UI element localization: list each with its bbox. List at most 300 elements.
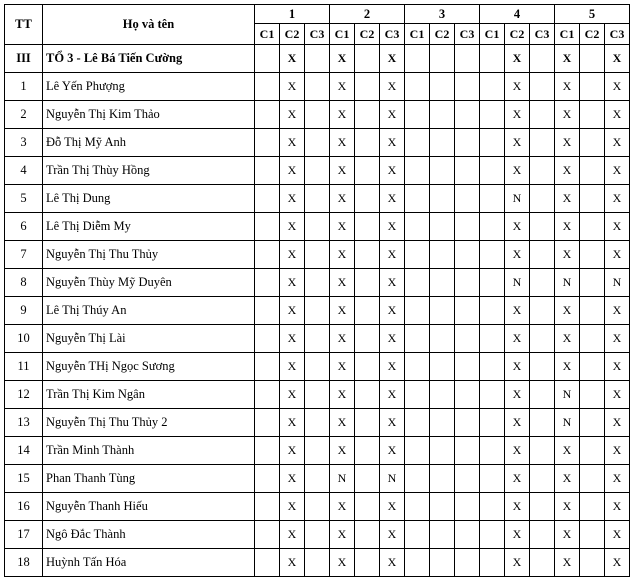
mark-cell (355, 73, 380, 101)
mark-cell (430, 45, 455, 73)
mark-cell: X (555, 185, 580, 213)
mark-cell: X (605, 129, 630, 157)
mark-cell: X (605, 157, 630, 185)
table-row (5, 381, 630, 409)
mark-cell: X (280, 129, 305, 157)
mark-cell: X (330, 353, 355, 381)
mark-cell (480, 157, 505, 185)
mark-cell (305, 185, 330, 213)
table-row (5, 297, 630, 325)
mark-cell: X (555, 213, 580, 241)
mark-cell: X (330, 269, 355, 297)
mark-cell (455, 45, 480, 73)
column-header: C1 (405, 24, 430, 45)
mark-cell: X (505, 297, 530, 325)
mark-cell (355, 549, 380, 577)
mark-cell (305, 101, 330, 129)
mark-cell: X (280, 241, 305, 269)
mark-cell (455, 437, 480, 465)
mark-cell (355, 353, 380, 381)
mark-cell (355, 465, 380, 493)
mark-cell (405, 45, 430, 73)
mark-cell: X (555, 493, 580, 521)
mark-cell: X (380, 549, 405, 577)
column-header: C1 (555, 24, 580, 45)
mark-cell: X (330, 297, 355, 325)
mark-cell: X (330, 73, 355, 101)
mark-cell (255, 521, 280, 549)
group-header: 1 (255, 5, 330, 24)
mark-cell (355, 521, 380, 549)
mark-cell (355, 269, 380, 297)
table-body (5, 45, 630, 577)
mark-cell (305, 157, 330, 185)
row-number: 4 (5, 157, 43, 185)
row-number: 2 (5, 101, 43, 129)
row-number: 10 (5, 325, 43, 353)
mark-cell (305, 45, 330, 73)
mark-cell (580, 297, 605, 325)
mark-cell (480, 241, 505, 269)
person-name: Nguyễn Thùy Mỹ Duyên (43, 269, 255, 297)
mark-cell: X (330, 409, 355, 437)
mark-cell: X (555, 241, 580, 269)
name-header: Họ và tên (43, 5, 255, 45)
person-name: Trần Thị Thùy Hồng (43, 157, 255, 185)
column-header: C2 (505, 24, 530, 45)
mark-cell (455, 101, 480, 129)
mark-cell: X (330, 101, 355, 129)
row-number: 5 (5, 185, 43, 213)
mark-cell (405, 381, 430, 409)
mark-cell: X (380, 269, 405, 297)
column-header: C3 (305, 24, 330, 45)
mark-cell (480, 45, 505, 73)
mark-cell: X (555, 101, 580, 129)
mark-cell: X (330, 437, 355, 465)
mark-cell: X (505, 45, 530, 73)
mark-cell (355, 157, 380, 185)
column-header: C1 (330, 24, 355, 45)
row-number: 17 (5, 521, 43, 549)
mark-cell (430, 157, 455, 185)
table-row (5, 213, 630, 241)
mark-cell (255, 129, 280, 157)
mark-cell: X (605, 549, 630, 577)
mark-cell (305, 521, 330, 549)
mark-cell (455, 73, 480, 101)
mark-cell: X (280, 549, 305, 577)
mark-cell (580, 381, 605, 409)
table-row (5, 325, 630, 353)
mark-cell (255, 157, 280, 185)
mark-cell (430, 437, 455, 465)
mark-cell: N (555, 269, 580, 297)
mark-cell: X (605, 325, 630, 353)
mark-cell: X (280, 297, 305, 325)
mark-cell (255, 353, 280, 381)
person-name: Lê Yến Phượng (43, 73, 255, 101)
mark-cell: X (505, 73, 530, 101)
mark-cell (530, 493, 555, 521)
mark-cell (305, 129, 330, 157)
mark-cell: X (380, 437, 405, 465)
mark-cell (355, 129, 380, 157)
mark-cell: X (555, 437, 580, 465)
mark-cell (430, 353, 455, 381)
mark-cell: X (380, 185, 405, 213)
mark-cell: X (505, 353, 530, 381)
mark-cell (530, 45, 555, 73)
mark-cell: X (555, 325, 580, 353)
table-row (5, 465, 630, 493)
mark-cell (430, 185, 455, 213)
column-header: C2 (580, 24, 605, 45)
mark-cell (405, 269, 430, 297)
mark-cell: X (280, 185, 305, 213)
mark-cell (305, 213, 330, 241)
mark-cell: N (505, 185, 530, 213)
mark-cell (305, 297, 330, 325)
mark-cell: X (330, 493, 355, 521)
mark-cell (480, 185, 505, 213)
mark-cell (305, 549, 330, 577)
mark-cell: N (330, 465, 355, 493)
mark-cell: X (605, 101, 630, 129)
person-name: Nguyễn Thị Lài (43, 325, 255, 353)
mark-cell: X (380, 241, 405, 269)
person-name: Trần Minh Thành (43, 437, 255, 465)
mark-cell: X (280, 101, 305, 129)
table-row (5, 521, 630, 549)
mark-cell (580, 493, 605, 521)
mark-cell: X (280, 269, 305, 297)
mark-cell: X (505, 493, 530, 521)
mark-cell: X (555, 353, 580, 381)
mark-cell (430, 409, 455, 437)
mark-cell (430, 73, 455, 101)
mark-cell (580, 325, 605, 353)
mark-cell (430, 549, 455, 577)
row-number: III (5, 45, 43, 73)
mark-cell (255, 493, 280, 521)
mark-cell (355, 185, 380, 213)
mark-cell: N (555, 381, 580, 409)
mark-cell (405, 521, 430, 549)
mark-cell: X (555, 297, 580, 325)
mark-cell: X (330, 241, 355, 269)
mark-cell (480, 73, 505, 101)
mark-cell (405, 297, 430, 325)
mark-cell (580, 353, 605, 381)
mark-cell (355, 409, 380, 437)
mark-cell (430, 297, 455, 325)
person-name: Nguyễn Thanh Hiếu (43, 493, 255, 521)
mark-cell (430, 213, 455, 241)
mark-cell (530, 465, 555, 493)
mark-cell: X (605, 73, 630, 101)
mark-cell (255, 409, 280, 437)
row-number: 12 (5, 381, 43, 409)
column-header: C1 (480, 24, 505, 45)
mark-cell (355, 437, 380, 465)
mark-cell: X (280, 521, 305, 549)
mark-cell: X (280, 157, 305, 185)
column-header: C3 (605, 24, 630, 45)
mark-cell (455, 409, 480, 437)
mark-cell (480, 521, 505, 549)
mark-cell (430, 241, 455, 269)
mark-cell: X (555, 45, 580, 73)
person-name: Đỗ Thị Mỹ Anh (43, 129, 255, 157)
person-name: Ngô Đắc Thành (43, 521, 255, 549)
mark-cell: X (330, 129, 355, 157)
mark-cell (305, 353, 330, 381)
mark-cell (580, 157, 605, 185)
mark-cell (530, 101, 555, 129)
mark-cell (355, 325, 380, 353)
mark-cell (530, 185, 555, 213)
mark-cell: X (505, 465, 530, 493)
mark-cell (405, 185, 430, 213)
mark-cell (405, 129, 430, 157)
mark-cell: X (380, 73, 405, 101)
mark-cell (455, 549, 480, 577)
mark-cell (480, 493, 505, 521)
mark-cell (480, 269, 505, 297)
mark-cell (355, 241, 380, 269)
person-name: Trần Thị Kim Ngân (43, 381, 255, 409)
person-name: Nguyễn THị Ngọc Sương (43, 353, 255, 381)
mark-cell: X (330, 325, 355, 353)
mark-cell (530, 269, 555, 297)
mark-cell (580, 185, 605, 213)
mark-cell (355, 213, 380, 241)
mark-cell (255, 465, 280, 493)
mark-cell: X (505, 157, 530, 185)
mark-cell: X (555, 549, 580, 577)
row-number: 9 (5, 297, 43, 325)
mark-cell (255, 213, 280, 241)
mark-cell (305, 465, 330, 493)
mark-cell (430, 521, 455, 549)
mark-cell (405, 73, 430, 101)
mark-cell: X (605, 465, 630, 493)
mark-cell (305, 493, 330, 521)
mark-cell (405, 101, 430, 129)
column-header: C2 (430, 24, 455, 45)
mark-cell: X (555, 465, 580, 493)
mark-cell (530, 353, 555, 381)
mark-cell (255, 73, 280, 101)
mark-cell (355, 101, 380, 129)
mark-cell (455, 185, 480, 213)
mark-cell (455, 521, 480, 549)
mark-cell (530, 213, 555, 241)
mark-cell: X (505, 549, 530, 577)
column-header: C2 (280, 24, 305, 45)
column-header: C3 (380, 24, 405, 45)
mark-cell: X (380, 101, 405, 129)
mark-cell (530, 381, 555, 409)
mark-cell (580, 549, 605, 577)
mark-cell: X (280, 381, 305, 409)
table-row (5, 549, 630, 577)
mark-cell (255, 241, 280, 269)
group-header: 3 (405, 5, 480, 24)
mark-cell (530, 73, 555, 101)
mark-cell (355, 493, 380, 521)
mark-cell: X (555, 129, 580, 157)
mark-cell (455, 493, 480, 521)
mark-cell: X (505, 409, 530, 437)
mark-cell (430, 381, 455, 409)
mark-cell (405, 213, 430, 241)
mark-cell: X (505, 325, 530, 353)
mark-cell: X (330, 45, 355, 73)
mark-cell (580, 45, 605, 73)
mark-cell: X (605, 381, 630, 409)
mark-cell (405, 325, 430, 353)
mark-cell (255, 45, 280, 73)
row-number: 16 (5, 493, 43, 521)
mark-cell: X (505, 101, 530, 129)
mark-cell (580, 269, 605, 297)
mark-cell (480, 325, 505, 353)
mark-cell (430, 465, 455, 493)
mark-cell: X (605, 409, 630, 437)
person-name: Huỳnh Tấn Hóa (43, 549, 255, 577)
mark-cell (480, 101, 505, 129)
mark-cell (255, 297, 280, 325)
row-number: 15 (5, 465, 43, 493)
table-row (5, 269, 630, 297)
table-row (5, 493, 630, 521)
tt-header: TT (5, 5, 43, 45)
mark-cell: X (280, 353, 305, 381)
mark-cell (430, 493, 455, 521)
mark-cell (580, 409, 605, 437)
mark-cell: X (605, 493, 630, 521)
mark-cell (480, 297, 505, 325)
mark-cell (305, 73, 330, 101)
row-number: 1 (5, 73, 43, 101)
row-number: 14 (5, 437, 43, 465)
mark-cell (580, 129, 605, 157)
mark-cell: X (280, 213, 305, 241)
section-row (5, 45, 630, 73)
mark-cell (455, 129, 480, 157)
mark-cell (480, 353, 505, 381)
row-number: 6 (5, 213, 43, 241)
mark-cell (255, 101, 280, 129)
mark-cell (405, 493, 430, 521)
table-row (5, 157, 630, 185)
table-row (5, 241, 630, 269)
group-header: 2 (330, 5, 405, 24)
mark-cell (430, 269, 455, 297)
row-number: 13 (5, 409, 43, 437)
mark-cell (455, 353, 480, 381)
header-row-groups (5, 5, 630, 24)
mark-cell (305, 269, 330, 297)
table-row (5, 409, 630, 437)
row-number: 3 (5, 129, 43, 157)
mark-cell (255, 437, 280, 465)
mark-cell: X (555, 157, 580, 185)
mark-cell (405, 353, 430, 381)
mark-cell: X (505, 213, 530, 241)
person-name: Nguyễn Thị Thu Thủy (43, 241, 255, 269)
mark-cell (255, 549, 280, 577)
mark-cell: X (330, 521, 355, 549)
mark-cell: X (380, 297, 405, 325)
mark-cell: X (280, 437, 305, 465)
mark-cell (580, 73, 605, 101)
mark-cell (580, 241, 605, 269)
mark-cell (455, 465, 480, 493)
mark-cell (530, 297, 555, 325)
table-row (5, 73, 630, 101)
table-row (5, 129, 630, 157)
mark-cell (480, 381, 505, 409)
mark-cell (455, 213, 480, 241)
mark-cell: X (380, 381, 405, 409)
mark-cell (355, 45, 380, 73)
mark-cell: X (605, 353, 630, 381)
mark-cell: X (380, 353, 405, 381)
mark-cell: X (330, 185, 355, 213)
mark-cell: X (605, 45, 630, 73)
person-name: Phan Thanh Tùng (43, 465, 255, 493)
mark-cell (405, 157, 430, 185)
mark-cell (480, 409, 505, 437)
mark-cell: X (280, 493, 305, 521)
mark-cell (305, 241, 330, 269)
person-name: Lê Thị Diễm My (43, 213, 255, 241)
mark-cell (455, 381, 480, 409)
mark-cell (355, 381, 380, 409)
mark-cell (530, 129, 555, 157)
mark-cell (305, 381, 330, 409)
column-header: C3 (455, 24, 480, 45)
mark-cell: X (380, 521, 405, 549)
mark-cell (580, 437, 605, 465)
mark-cell: N (555, 409, 580, 437)
mark-cell (580, 213, 605, 241)
mark-cell: X (380, 157, 405, 185)
person-name: Nguyễn Thị Thu Thủy 2 (43, 409, 255, 437)
mark-cell (480, 129, 505, 157)
table-row (5, 185, 630, 213)
mark-cell (530, 157, 555, 185)
group-header: 4 (480, 5, 555, 24)
mark-cell (580, 521, 605, 549)
mark-cell: X (380, 45, 405, 73)
row-number: 7 (5, 241, 43, 269)
mark-cell: X (505, 381, 530, 409)
person-name: Lê Thị Thúy An (43, 297, 255, 325)
mark-cell: X (505, 521, 530, 549)
column-header: C2 (355, 24, 380, 45)
table-row (5, 437, 630, 465)
mark-cell (405, 437, 430, 465)
mark-cell (355, 297, 380, 325)
mark-cell (530, 549, 555, 577)
mark-cell: X (605, 185, 630, 213)
mark-cell: X (330, 381, 355, 409)
mark-cell (305, 325, 330, 353)
